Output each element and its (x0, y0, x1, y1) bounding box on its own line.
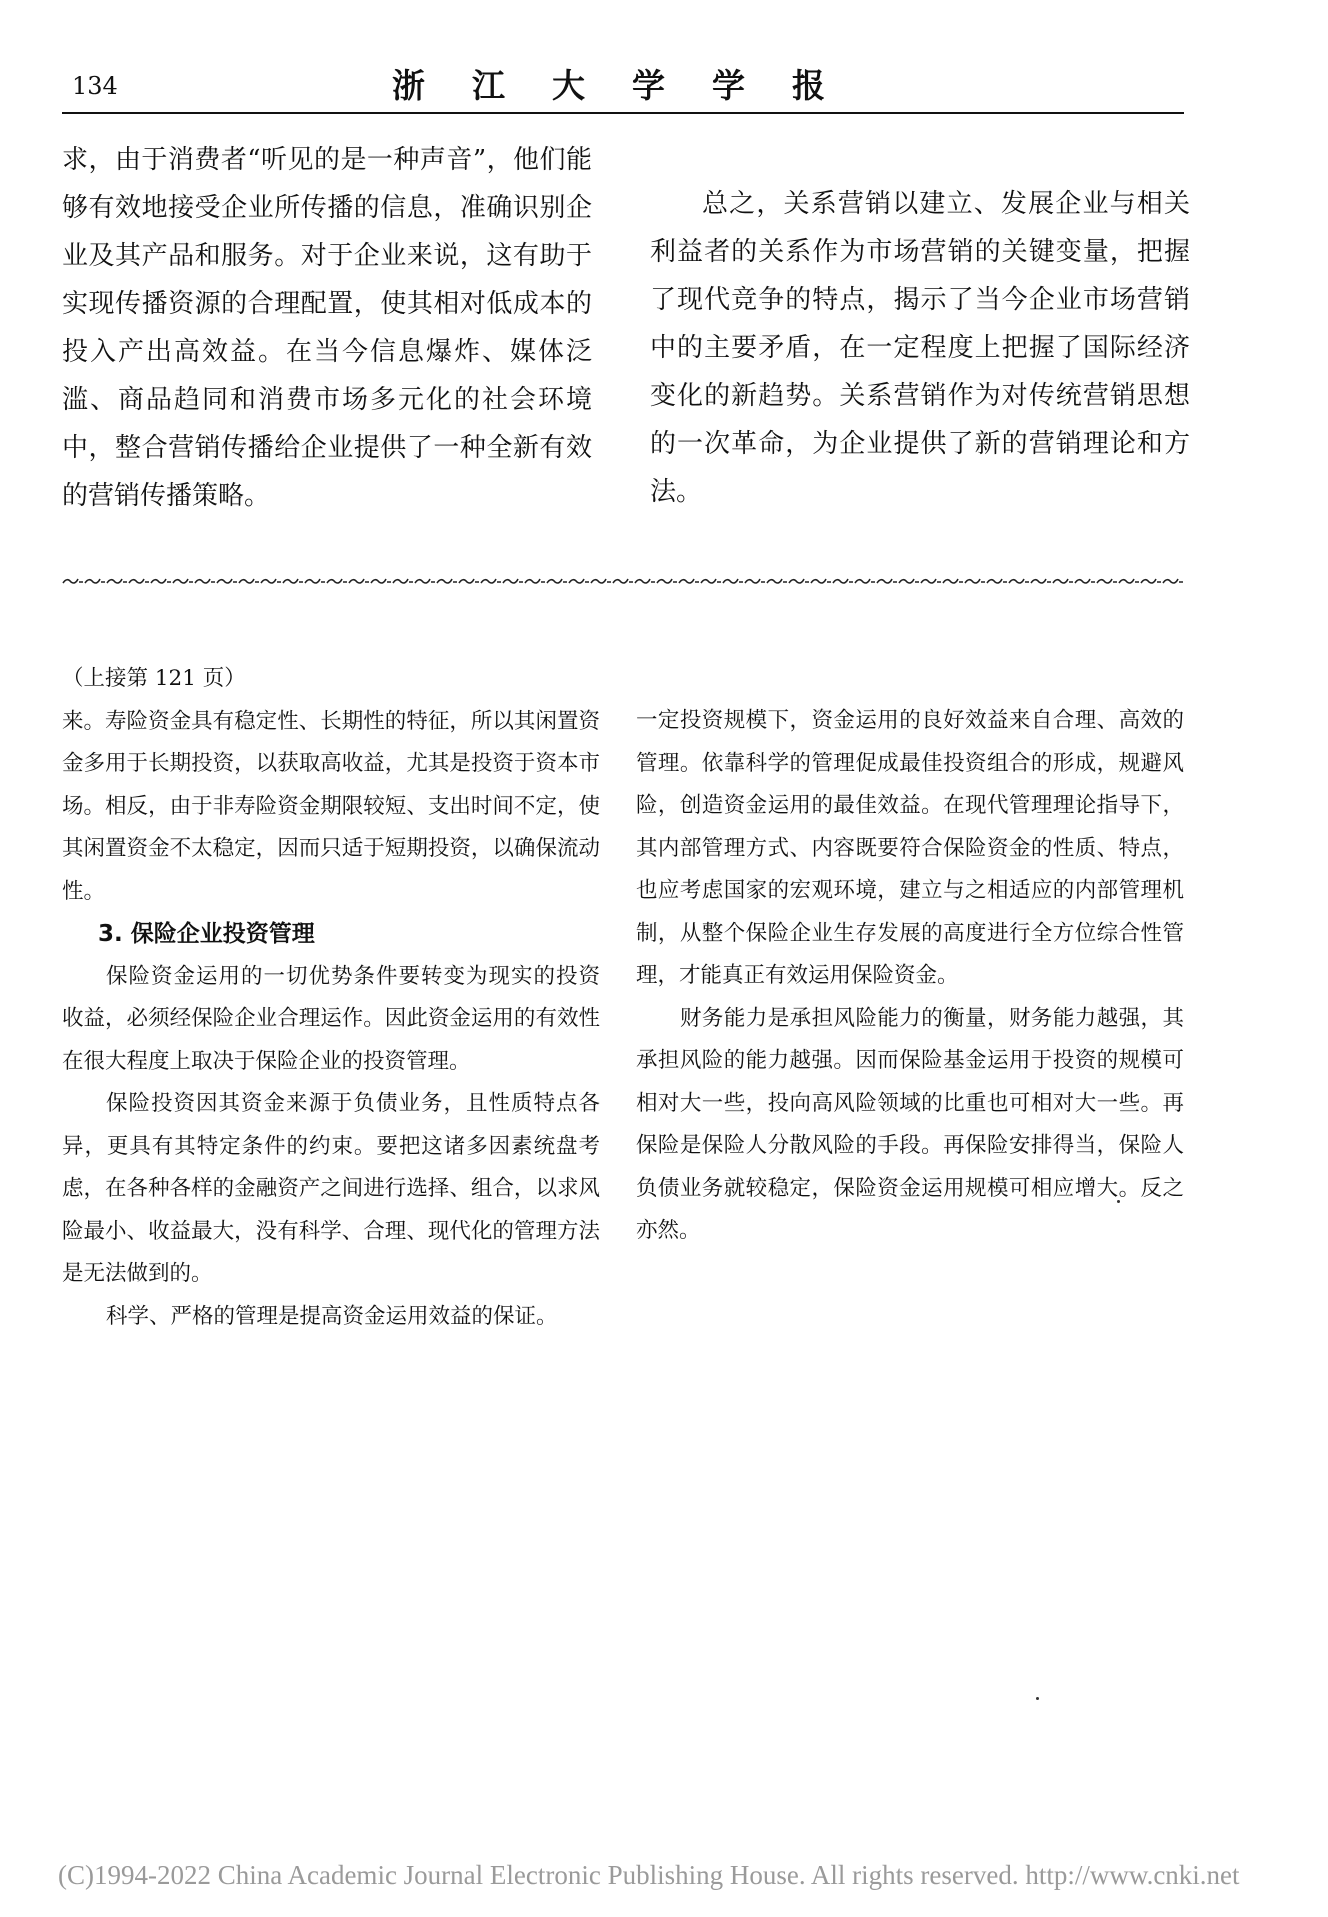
running-header (62, 58, 1184, 110)
lower-left-column (62, 658, 600, 1338)
lower-right-column (636, 700, 1184, 1253)
section-heading: 3. 保险企业投资管理 (98, 921, 315, 947)
upper-left-paragraph: 求，由于消费者“听见的是一种声音”，他们能够有效地接受企业所传播的信息，准确识别企业及其产品和服务。对于企业来说，这有助于实现传播资源的合理配置，使其相对低成本的投入产出高效益。在当今信息爆炸、媒体泛滥、商品趋同和消费市场多元化的社会环境中，整合营销传播给企业提供了一种全新有效的营销传播策略。 (62, 145, 592, 511)
scan-speck (1117, 1200, 1120, 1203)
paragraph: 保险资金运用的一切优势条件要转变为现实的投资收益，必须经保险企业合理运作。因此资金运用的有效性在很大程度上取决于保险企业的投资管理。 (62, 963, 600, 1074)
continued-from-note: （上接第 121 页） (62, 666, 246, 691)
page-number: 134 (72, 72, 118, 100)
journal-title: 浙江大学学报 (392, 66, 872, 105)
paragraph: 一定投资规模下，资金运用的良好效益来自合理、高效的管理。依靠科学的管理促成最佳投资组合的形成，规避风险，创造资金运用的最佳效益。在现代管理理论指导下，其内部管理方式、内容既要符合保险资金的性质、特点，也应考虑国家的宏观环境，建立与之相适应的内部管理机制，从整个保险企业生存发展的高度进行全方位综合性管理，才能真正有效运用保险资金。 (636, 708, 1184, 988)
paragraph: 来。寿险资金具有稳定性、长期性的特征，所以其闲置资金多用于长期投资，以获取高收益，尤其是投资于资本市场。相反，由于非寿险资金期限较短、支出时间不定，使其闲置资金不太稳定，因而只适于短期投资，以确保流动性。 (62, 708, 600, 904)
ornamental-divider (62, 576, 1184, 586)
upper-right-column (650, 180, 1190, 516)
paragraph: 保险投资因其资金来源于负债业务，且性质特点各异，更具有其特定条件的约束。要把这诸多因素统盘考虑，在各种各样的金融资产之间进行选择、组合，以求风险最小、收益最大，没有科学、合理、现代化的管理方法是无法做到的。 (62, 1091, 600, 1286)
scan-speck (1036, 1697, 1039, 1700)
upper-left-column (62, 136, 592, 520)
header-rule (62, 112, 1184, 114)
copyright-footer: (C)1994-2022 China Academic Journal Electronic Publishing House. All rights reserved. http://www.cnki.net (58, 1860, 1240, 1890)
upper-right-paragraph: 总之，关系营销以建立、发展企业与相关利益者的关系作为市场营销的关键变量，把握了现代竞争的特点，揭示了当今企业市场营销中的主要矛盾，在一定程度上把握了国际经济变化的新趋势。关系营销作为对传统营销思想的一次革命，为企业提供了新的营销理论和方法。 (650, 189, 1190, 507)
paragraph: 科学、严格的管理是提高资金运用效益的保证。 (106, 1303, 558, 1329)
paragraph: 财务能力是承担风险能力的衡量，财务能力越强，其承担风险的能力越强。因而保险基金运用于投资的规模可相对大一些，投向高风险领域的比重也可相对大一些。再保险是保险人分散风险的手段。再保险安排得当，保险人负债业务就较稳定，保险资金运用规模可相应增大。反之亦然。 (636, 1005, 1184, 1243)
